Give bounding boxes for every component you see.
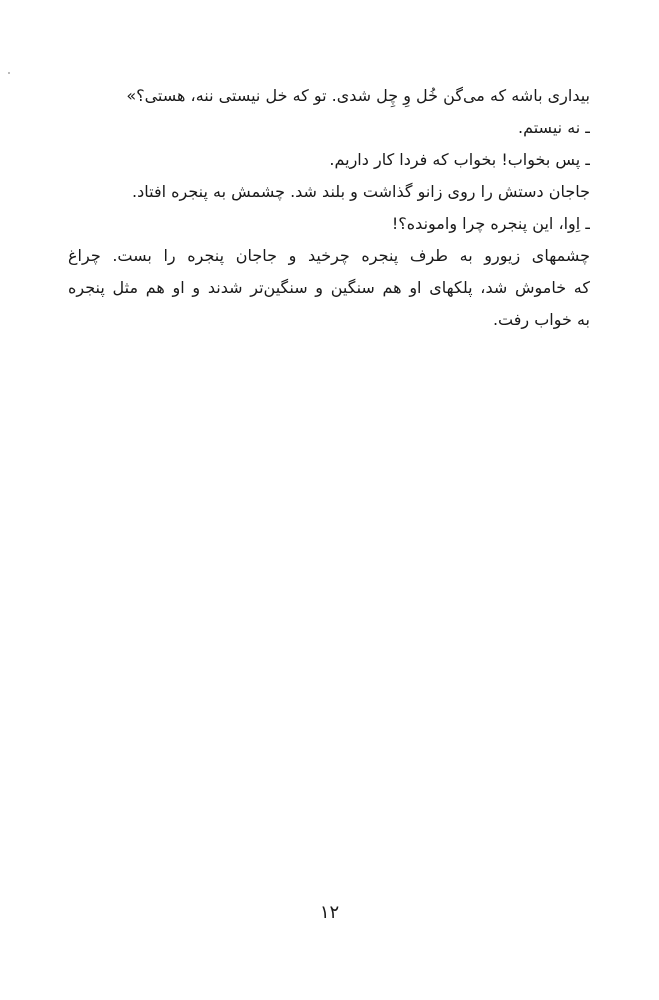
text-line: ـ نه نیستم. (517, 118, 590, 137)
page-number: ۱۲ (319, 902, 340, 923)
text-line: چشمهای زیورو به طرف پنجره چرخید و جاجان پنجره را بست. چراغ (68, 246, 590, 265)
text-line: بیداری باشه که می‌گن خُل وِ چِل شدی. تو که خل نیستی ننه، هستی؟» (126, 86, 590, 105)
text-line: که خاموش شد، پلکهای او هم سنگین و سنگین‌تر شدند و او هم مثل پنجره (68, 278, 590, 297)
body-text (68, 80, 590, 336)
scan-speck (8, 72, 10, 74)
text-line: جاجان دستش را روی زانو گذاشت و بلند شد. چشمش به پنجره افتاد. (132, 182, 590, 201)
text-line: به خواب رفت. (492, 310, 590, 329)
text-line: ـ اِوا، این پنجره چرا وامونده؟! (391, 214, 590, 233)
text-line: ـ پس بخواب! بخواب که فردا کار داریم. (329, 150, 590, 169)
